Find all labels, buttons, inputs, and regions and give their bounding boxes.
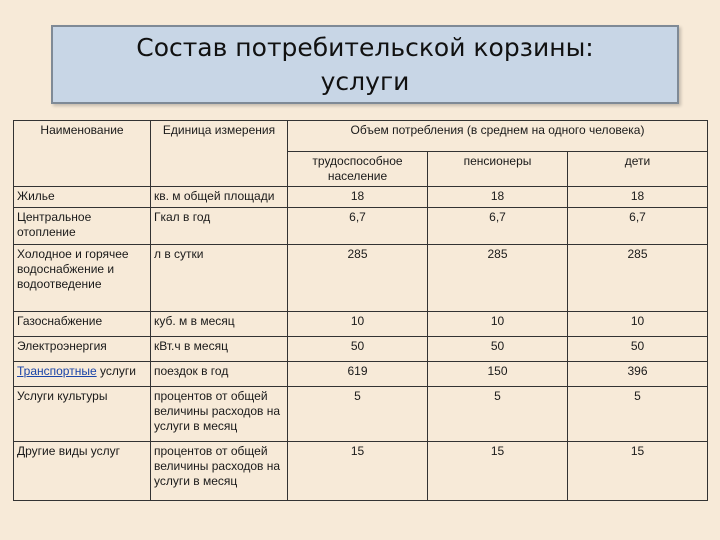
header-working: трудоспособное население	[288, 152, 428, 187]
header-children: дети	[568, 152, 708, 187]
row-unit: поездок в год	[151, 362, 288, 387]
row-pensioners: 150	[428, 362, 568, 387]
row-name: Центральное отопление	[14, 208, 151, 245]
row-working: 18	[288, 187, 428, 208]
row-name: Другие виды услуг	[14, 442, 151, 501]
table-row	[14, 187, 708, 208]
row-working: 5	[288, 387, 428, 442]
row-children: 18	[568, 187, 708, 208]
row-unit: процентов от общей величины расходов на услуги в месяц	[151, 442, 288, 501]
row-name: Услуги культуры	[14, 387, 151, 442]
table-row	[14, 362, 708, 387]
transport-link[interactable]: Транспортные	[17, 364, 97, 378]
table-row	[14, 337, 708, 362]
row-children: 396	[568, 362, 708, 387]
row-name-rest: услуги	[96, 364, 136, 378]
row-children: 5	[568, 387, 708, 442]
table-row	[14, 312, 708, 337]
row-working: 285	[288, 245, 428, 312]
table-row	[14, 245, 708, 312]
header-volume: Объем потребления (в среднем на одного человека)	[288, 121, 708, 152]
row-children: 285	[568, 245, 708, 312]
row-pensioners: 6,7	[428, 208, 568, 245]
row-unit: л в сутки	[151, 245, 288, 312]
row-children: 15	[568, 442, 708, 501]
row-pensioners: 50	[428, 337, 568, 362]
table-row	[14, 442, 708, 501]
row-pensioners: 5	[428, 387, 568, 442]
row-name: Жилье	[14, 187, 151, 208]
row-name: Холодное и горячее водоснабжение и водоотведение	[14, 245, 151, 312]
row-children: 6,7	[568, 208, 708, 245]
row-working: 6,7	[288, 208, 428, 245]
row-pensioners: 18	[428, 187, 568, 208]
header-pensioners: пенсионеры	[428, 152, 568, 187]
title-line-1: Состав потребительской корзины:	[136, 33, 594, 62]
row-children: 10	[568, 312, 708, 337]
row-pensioners: 285	[428, 245, 568, 312]
title-line-2: услуги	[320, 67, 410, 96]
header-row	[14, 121, 708, 152]
row-working: 50	[288, 337, 428, 362]
row-name	[14, 362, 151, 387]
row-name: Газоснабжение	[14, 312, 151, 337]
row-unit: кв. м общей площади	[151, 187, 288, 208]
header-unit: Единица измерения	[151, 121, 288, 187]
header-name: Наименование	[14, 121, 151, 187]
row-name: Электроэнергия	[14, 337, 151, 362]
table-row	[14, 387, 708, 442]
table-row	[14, 208, 708, 245]
slide-title	[51, 25, 679, 104]
row-working: 15	[288, 442, 428, 501]
row-unit: Гкал в год	[151, 208, 288, 245]
row-unit: куб. м в месяц	[151, 312, 288, 337]
row-unit: кВт.ч в месяц	[151, 337, 288, 362]
row-working: 10	[288, 312, 428, 337]
row-pensioners: 10	[428, 312, 568, 337]
consumer-basket-table	[13, 120, 708, 501]
row-children: 50	[568, 337, 708, 362]
row-unit: процентов от общей величины расходов на услуги в месяц	[151, 387, 288, 442]
row-working: 619	[288, 362, 428, 387]
row-pensioners: 15	[428, 442, 568, 501]
